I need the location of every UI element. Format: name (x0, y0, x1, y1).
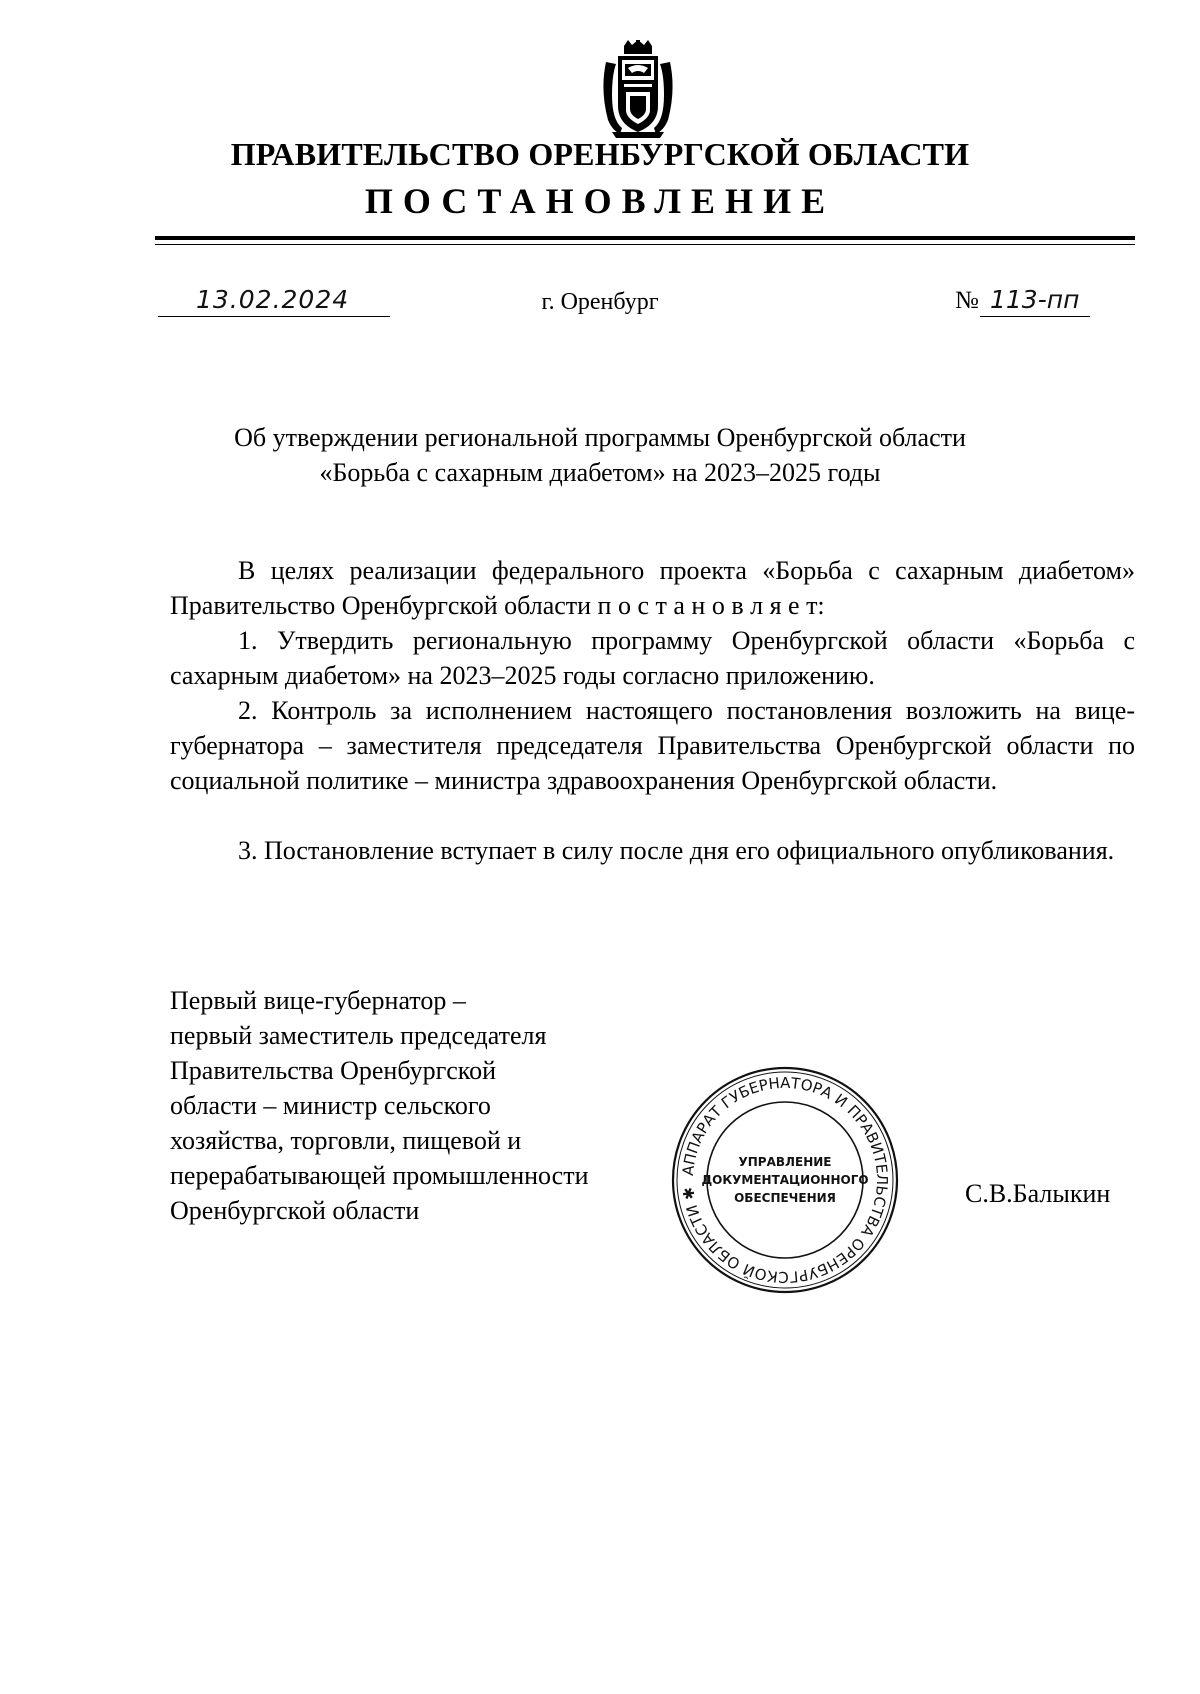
item-1-paragraph: 1. Утвердить региональную программу Оренбургской области «Борьба с сахарным диабетом» на 2023–2025 годы согласно приложению. (170, 626, 1135, 690)
signer-position-line: хозяйства, торговли, пищевой и (170, 1126, 522, 1155)
number-label: № (955, 287, 979, 314)
coat-of-arms-icon (598, 40, 678, 140)
signer-position-line: первый заместитель председателя (170, 1021, 547, 1050)
subject-line-1: Об утверждении региональной программы Оренбургской области (234, 423, 966, 452)
stamp-center-line: ОБЕСПЕЧЕНИЯ (734, 1191, 836, 1205)
stamp-center-line: УПРАВЛЕНИЕ (738, 1155, 832, 1169)
document-type-title: ПОСТАНОВЛЕНИЕ (364, 181, 836, 221)
date-underline (158, 316, 390, 317)
number-underline (980, 316, 1090, 317)
subject-line-2: «Борьба с сахарным диабетом» на 2023–2025 годы (319, 458, 881, 487)
stamp-ring-textpath: АППАРАТ ГУБЕРНАТОРА И ПРАВИТЕЛЬСТВА ОРЕНБУРГСКОЙ ОБЛАСТИ ✱ (678, 1073, 892, 1287)
document-number: 113-пп (990, 285, 1080, 314)
signer-name: С.В.Балыкин (965, 1179, 1111, 1208)
preamble-paragraph: В целях реализации федерального проекта «Борьба с сахарным диабетом» Правительство Оренбургской области п о с т а н о в л я е т: (170, 556, 1135, 620)
signer-position-line: области – министр сельского (170, 1091, 491, 1120)
signer-position-line: Правительства Оренбургской (170, 1056, 497, 1085)
organization-title: ПРАВИТЕЛЬСТВО ОРЕНБУРГСКОЙ ОБЛАСТИ (230, 136, 970, 172)
signer-position-line: перерабатывающей промышленности (170, 1161, 589, 1190)
header-rule-thick (155, 236, 1135, 240)
item-3-paragraph: 3. Постановление вступает в силу после дня его официального опубликования. (238, 836, 1115, 865)
item-2-paragraph: 2. Контроль за исполнением настоящего постановления возложить на вице-губернатора – заместителя председателя Правительства Оренбургской области по социальной политике – министра здравоохранения Оренбургской области. (170, 696, 1135, 795)
signer-position-line: Первый вице-губернатор – (170, 986, 466, 1015)
document-subject (0, 420, 1200, 490)
document-city: г. Оренбург (541, 289, 659, 315)
signer-position-line: Оренбургской области (170, 1196, 420, 1225)
signer-position (170, 983, 670, 1228)
stamp-center-line: ДОКУМЕНТАЦИОННОГО (701, 1173, 869, 1187)
document-date: 13.02.2024 (196, 285, 350, 314)
header-rule-thin (155, 244, 1135, 245)
official-stamp (665, 1060, 905, 1300)
